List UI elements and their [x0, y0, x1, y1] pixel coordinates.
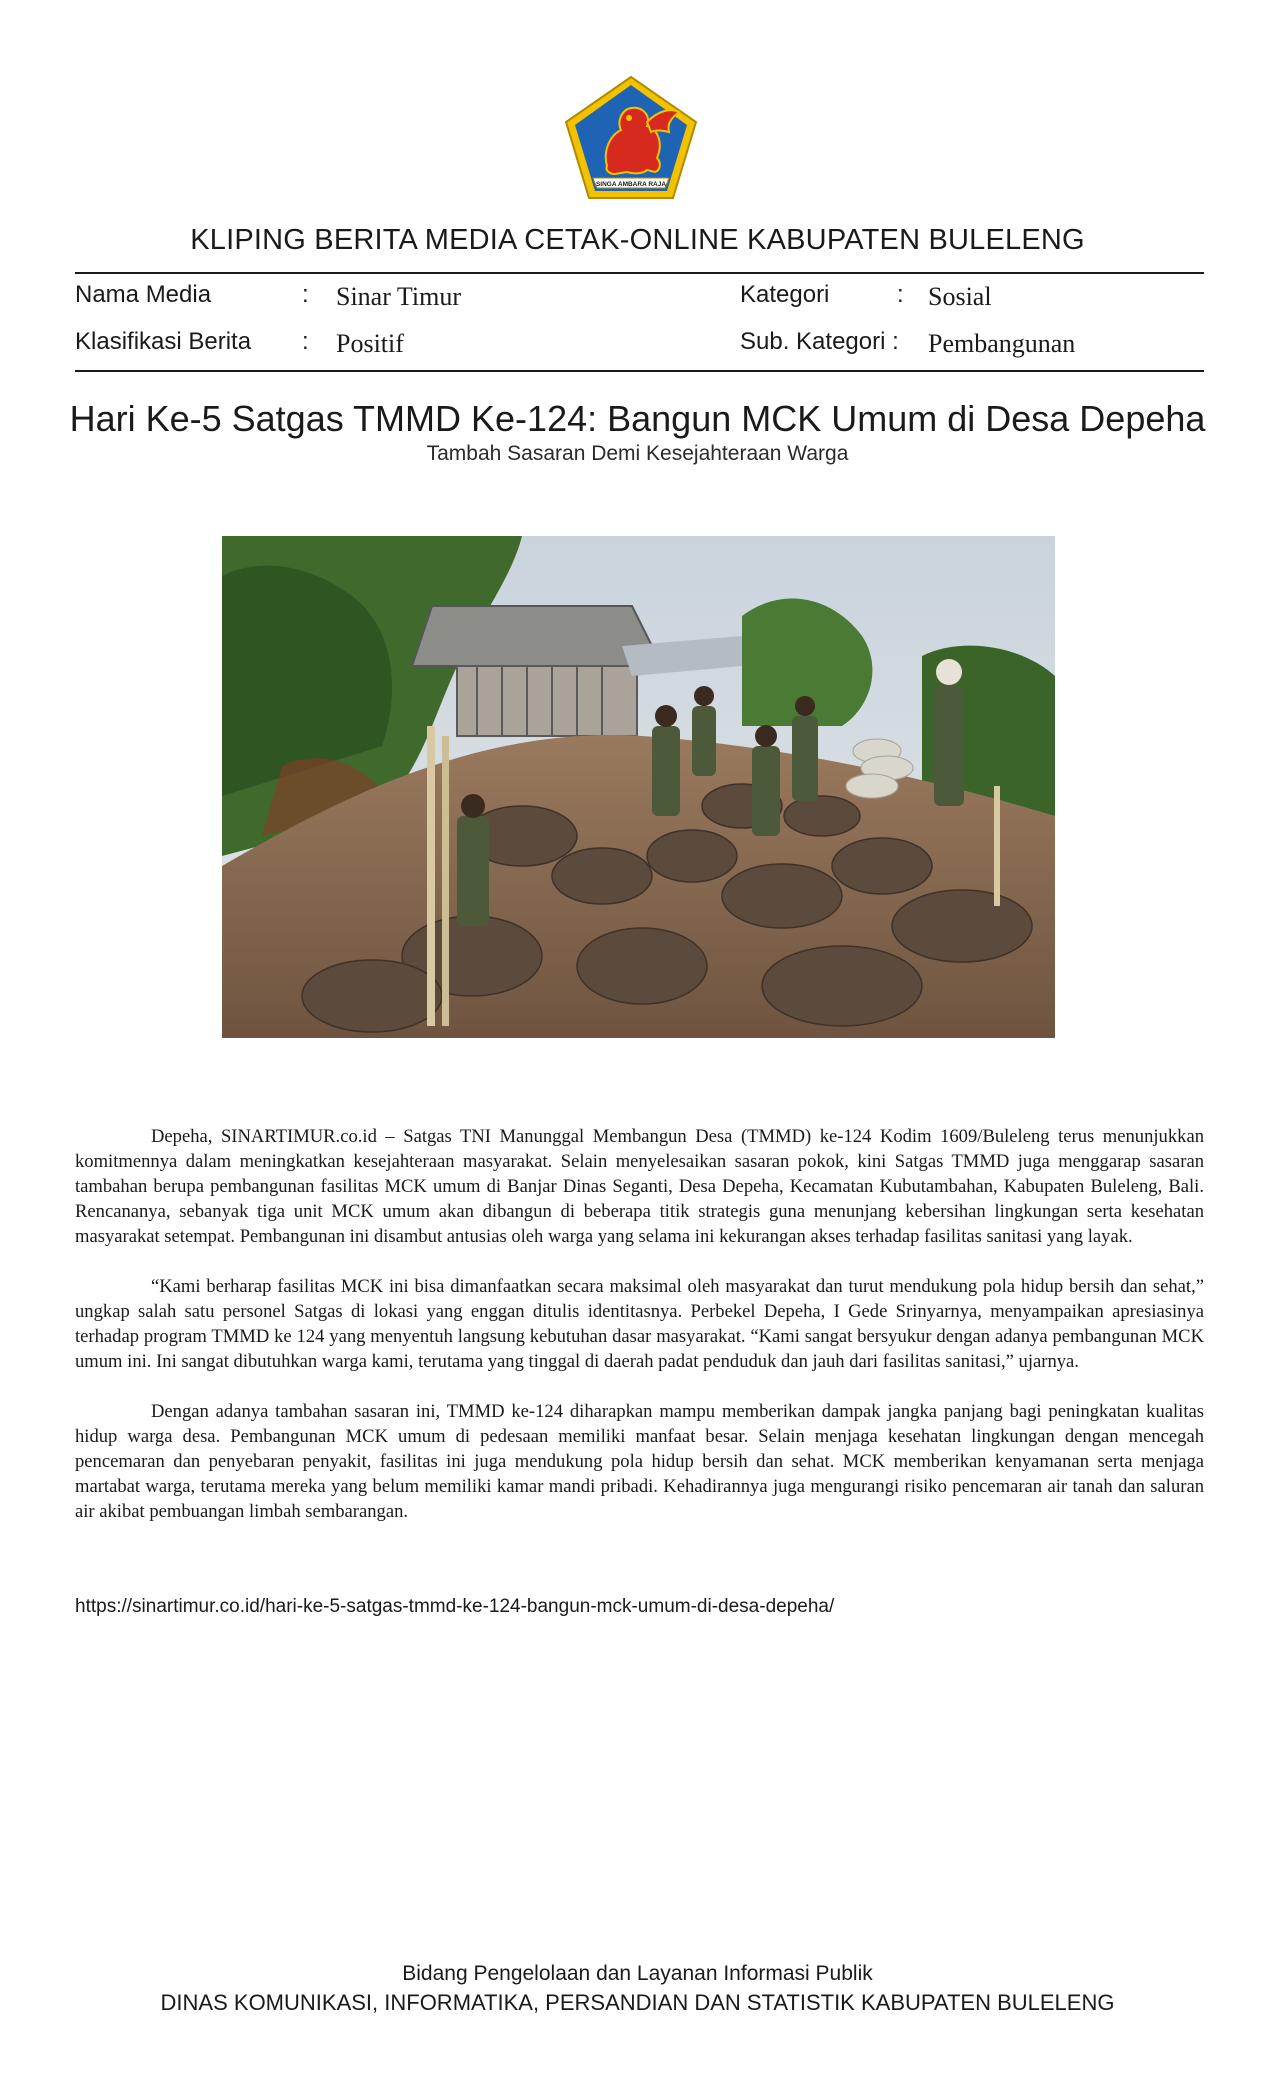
subkategori-label: Sub. Kategori : — [740, 328, 899, 355]
article-body — [75, 1124, 1204, 1549]
singa-ambara-raja-emblem-icon — [563, 74, 699, 202]
header-divider-top — [75, 272, 1204, 274]
media-label: Nama Media — [75, 281, 212, 308]
article-paragraph-2: “Kami berharap fasilitas MCK ini bisa dimanfaatkan secara maksimal oleh masyarakat dan turut mendukung pola hidup bersih dan sehat,” ungkap salah satu personel Satgas di lokasi yang enggan ditulis identitasnya. Perbekel Depeha, I Gede Srinyarnya, menyampaikan apresiasinya terhadap program TMMD ke 124 yang menyentuh langsung kebutuhan dasar masyarakat. “Kami sangat bersyukur dengan adanya pembangunan MCK umum ini. Ini sangat dibutuhkan warga kami, terutama yang tinggal di daerah padat penduduk dan jauh dari fasilitas sanitasi,” ujarnya. — [75, 1276, 1204, 1372]
media-colon: : — [302, 281, 309, 308]
klasifikasi-label: Klasifikasi Berita — [75, 328, 252, 355]
article-paragraph-1: Depeha, SINARTIMUR.co.id – Satgas TNI Manunggal Membangun Desa (TMMD) ke-124 Kodim 1609/Buleleng terus menunjukkan komitmennya dalam meningkatkan kesejahteraan masyarakat. Selain menyelesaikan sasaran pokok, kini Satgas TMMD juga menggarap sasaran tambahan berupa pembangunan fasilitas MCK umum di Banjar Dinas Seganti, Desa Depeha, Kecamatan Kubutambahan, Kabupaten Buleleng, Bali. Rencananya, sebanyak tiga unit MCK umum akan dibangun di beberapa titik strategis guna menunjang kebersihan lingkungan serta kesehatan masyarakat setempat. Pembangunan ini disambut antusias oleh warga yang selama ini kekurangan akses terhadap fasilitas sanitasi yang layak. — [75, 1126, 1204, 1247]
article-headline: Hari Ke-5 Satgas TMMD Ke-124: Bangun MCK Umum di Desa Depeha — [69, 398, 1206, 439]
article-paragraph-3: Dengan adanya tambahan sasaran ini, TMMD ke-124 diharapkan mampu memberikan dampak jangka panjang bagi peningkatan kualitas hidup warga desa. Pembangunan MCK umum di pedesaan memiliki manfaat besar. Selain menjaga kesehatan lingkungan dengan mencegah pencemaran dan penyebaran penyakit, fasilitas ini juga mendukung pola hidup bersih dan sehat. MCK memberikan kenyamanan serta menjaga martabat warga, terutama mereka yang belum memiliki kamar mandi pribadi. Kehadirannya juga mengurangi risiko pencemaran air tanah dan saluran air akibat pembuangan limbah sembarangan. — [75, 1401, 1204, 1522]
article-subheadline: Tambah Sasaran Demi Kesejahteraan Warga — [426, 442, 849, 465]
media-value: Sinar Timur — [336, 282, 461, 311]
document-title: KLIPING BERITA MEDIA CETAK-ONLINE KABUPATEN BULELENG — [190, 224, 1085, 256]
source-url-link[interactable]: https://sinartimur.co.id/hari-ke-5-satgas-tmmd-ke-124-bangun-mck-umum-di-desa-depeha/ — [75, 1596, 835, 1617]
klasifikasi-value: Positif — [336, 329, 404, 358]
footer-unit-name: Bidang Pengelolaan dan Layanan Informasi Publik — [402, 1962, 873, 1985]
kategori-colon: : — [897, 281, 904, 308]
footer-agency-name: DINAS KOMUNIKASI, INFORMATIKA, PERSANDIAN DAN STATISTIK KABUPATEN BULELENG — [160, 1990, 1115, 2015]
klasifikasi-colon: : — [302, 328, 309, 355]
construction-site-photo-icon — [222, 536, 1055, 1038]
kategori-value: Sosial — [928, 282, 992, 311]
kategori-label: Kategori — [740, 281, 830, 308]
subkategori-value: Pembangunan — [928, 329, 1076, 358]
logo-motto: SINGA AMBARA RAJA — [595, 181, 667, 188]
header-divider-bottom — [75, 370, 1204, 372]
